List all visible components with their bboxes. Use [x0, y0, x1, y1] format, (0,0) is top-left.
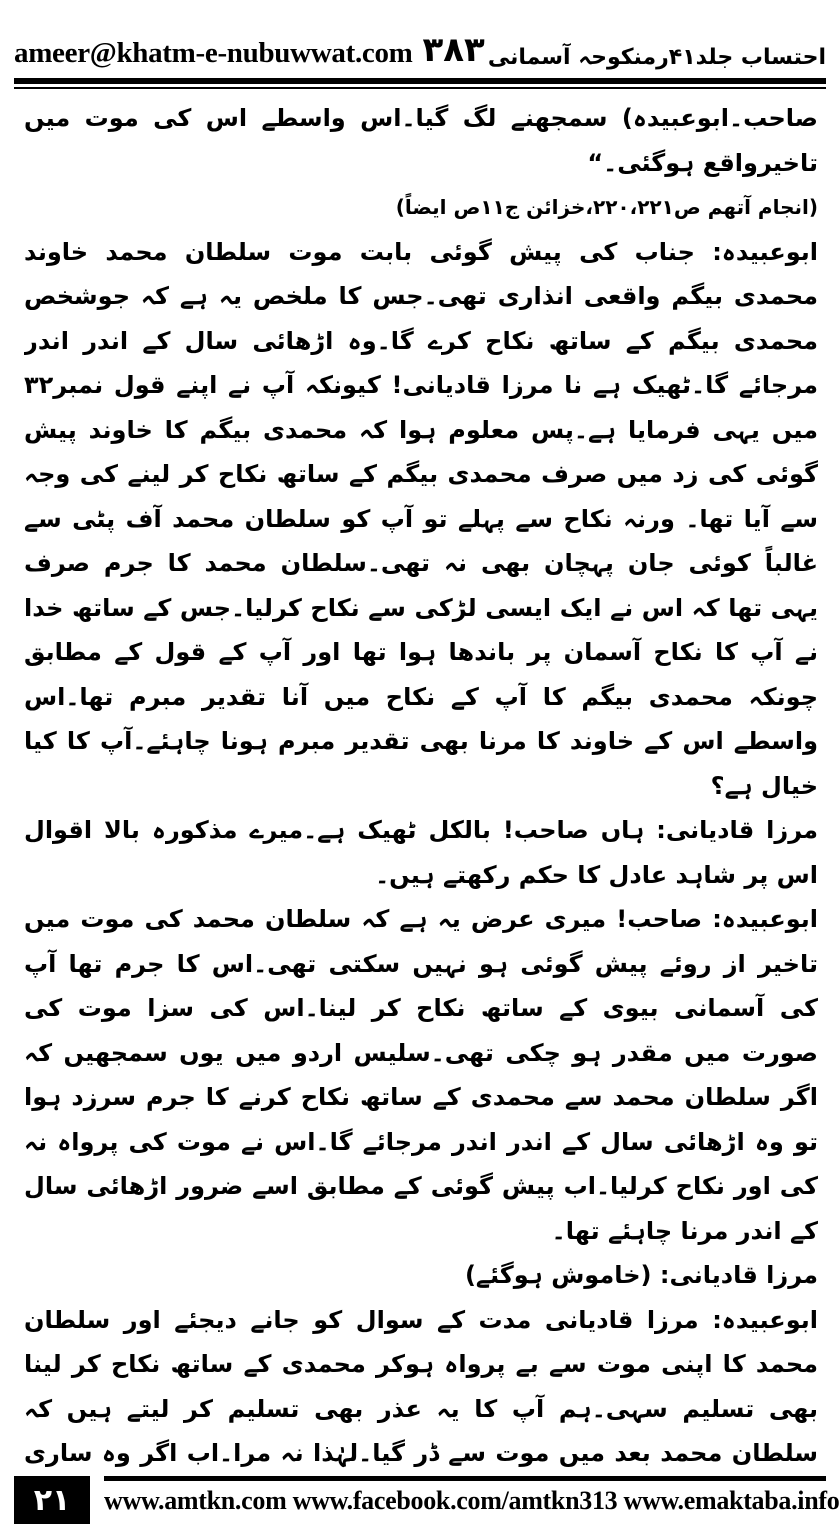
header-rule-thin [14, 87, 826, 89]
header-email: ameer@khatm-e-nubuwwat.com [14, 37, 413, 69]
header-page-number: ۳۸۳ [422, 30, 485, 70]
page-header [14, 18, 826, 70]
header-rule-thick [14, 78, 826, 84]
body-text [24, 96, 818, 1468]
reference-citation: (انجام آتھم ص۲۲۰،۲۲۱،خزائن ج۱۱ص ایضاً) [395, 195, 818, 219]
footer-rule [104, 1476, 826, 1481]
paragraph: ابوعبیدہ: جناب کی پیش گوئی بابت موت سلطان محمد خاوند محمدی بیگم واقعی انذاری تھی۔جس کا ملخص یہ ہے کہ جوشخص محمدی بیگم کے ساتھ نکاح کرے گا۔وہ اڑھائی سال کے اندر اندر مرجائے گا۔ٹھیک ہے نا مرزا قادیانی! کیونکہ آپ نے اپنے قول نمبر۳۲ میں یہی فرمایا ہے۔پس معلوم ہوا کہ محمدی بیگم کا خاوند پیش گوئی کی زد میں صرف محمدی بیگم کے ساتھ نکاح کر لینے کی وجہ سے آیا تھا۔ ورنہ نکاح سے پہلے تو آپ کو سلطان محمد آف پٹی سے غالباً کوئی جان پہچان بھی نہ تھی۔سلطان محمد کا جرم صرف یہی تھا کہ اس نے ایک ایسی لڑکی سے نکاح کرلیا۔جس کے ساتھ خدا نے آپ کا نکاح آسمان پر باندھا ہوا تھا اور آپ کے قول کے مطابق چونکہ محمدی بیگم کا آپ کے نکاح میں آنا تقدیر مبرم تھا۔اس واسطے اس کے خاوند کا مرنا بھی تقدیر مبرم ہونا چاہئے۔آپ کا کیا خیال ہے؟ [24, 237, 818, 800]
header-book-title: احتساب جلد۴۱رمنکوحہ آسمانی [487, 45, 826, 70]
paragraph: مرزا قادیانی: (خاموش ہوگئے) [464, 1261, 818, 1289]
paragraph: صاحب۔ابوعبیدہ) سمجھنے لگ گیا۔اس واسطے اس کی موت میں تاخیرواقع ہوگئی۔“ [24, 104, 818, 177]
header-left [14, 30, 485, 70]
paragraph: ابوعبیدہ: مرزا قادیانی مدت کے سوال کو جانے دیجئے اور سلطان محمد کا اپنی موت سے بے پرواہ ہوکر محمدی کے ساتھ نکاح کر لینا بھی تسلیم سہی۔ہم آپ کا یہ عذر بھی تسلیم کر لیتے ہیں کہ سلطان محمد بعد میں موت سے ڈر گیا۔لہٰذا نہ مرا۔اب اگر وہ ساری [24, 1305, 818, 1467]
footer-page-number: ۲۱ [14, 1476, 90, 1524]
paragraph: ابوعبیدہ: صاحب! میری عرض یہ ہے کہ سلطان محمد کی موت میں تاخیر از روئے پیش گوئی ہو نہیں سکتی تھی۔اس کا جرم تھا آپ کی آسمانی بیوی کے ساتھ نکاح کر لینا۔اس کی سزا موت کی صورت میں مقدر ہو چکی تھی۔سلیس اردو میں یوں سمجھیں کہ اگر سلطان محمد سے محمدی کے ساتھ نکاح کرنے کا جرم سرزد ہوا تو وہ اڑھائی سال کے اندر اندر مرجائے گا۔اس نے موت کی پرواہ نہ کی اور نکاح کرلیا۔اب پیش گوئی کے مطابق اسے ضرور اڑھائی سال کے اندر مرنا چاہئے تھا۔ [24, 905, 818, 1245]
paragraph: مرزا قادیانی: ہاں صاحب! بالکل ٹھیک ہے۔میرے مذکورہ بالا اقوال اس پر شاہد عادل کا حکم رکھتے ہیں۔ [24, 816, 818, 889]
footer-links: www.amtkn.com www.facebook.com/amtkn313 www.emaktaba.info [104, 1486, 840, 1515]
